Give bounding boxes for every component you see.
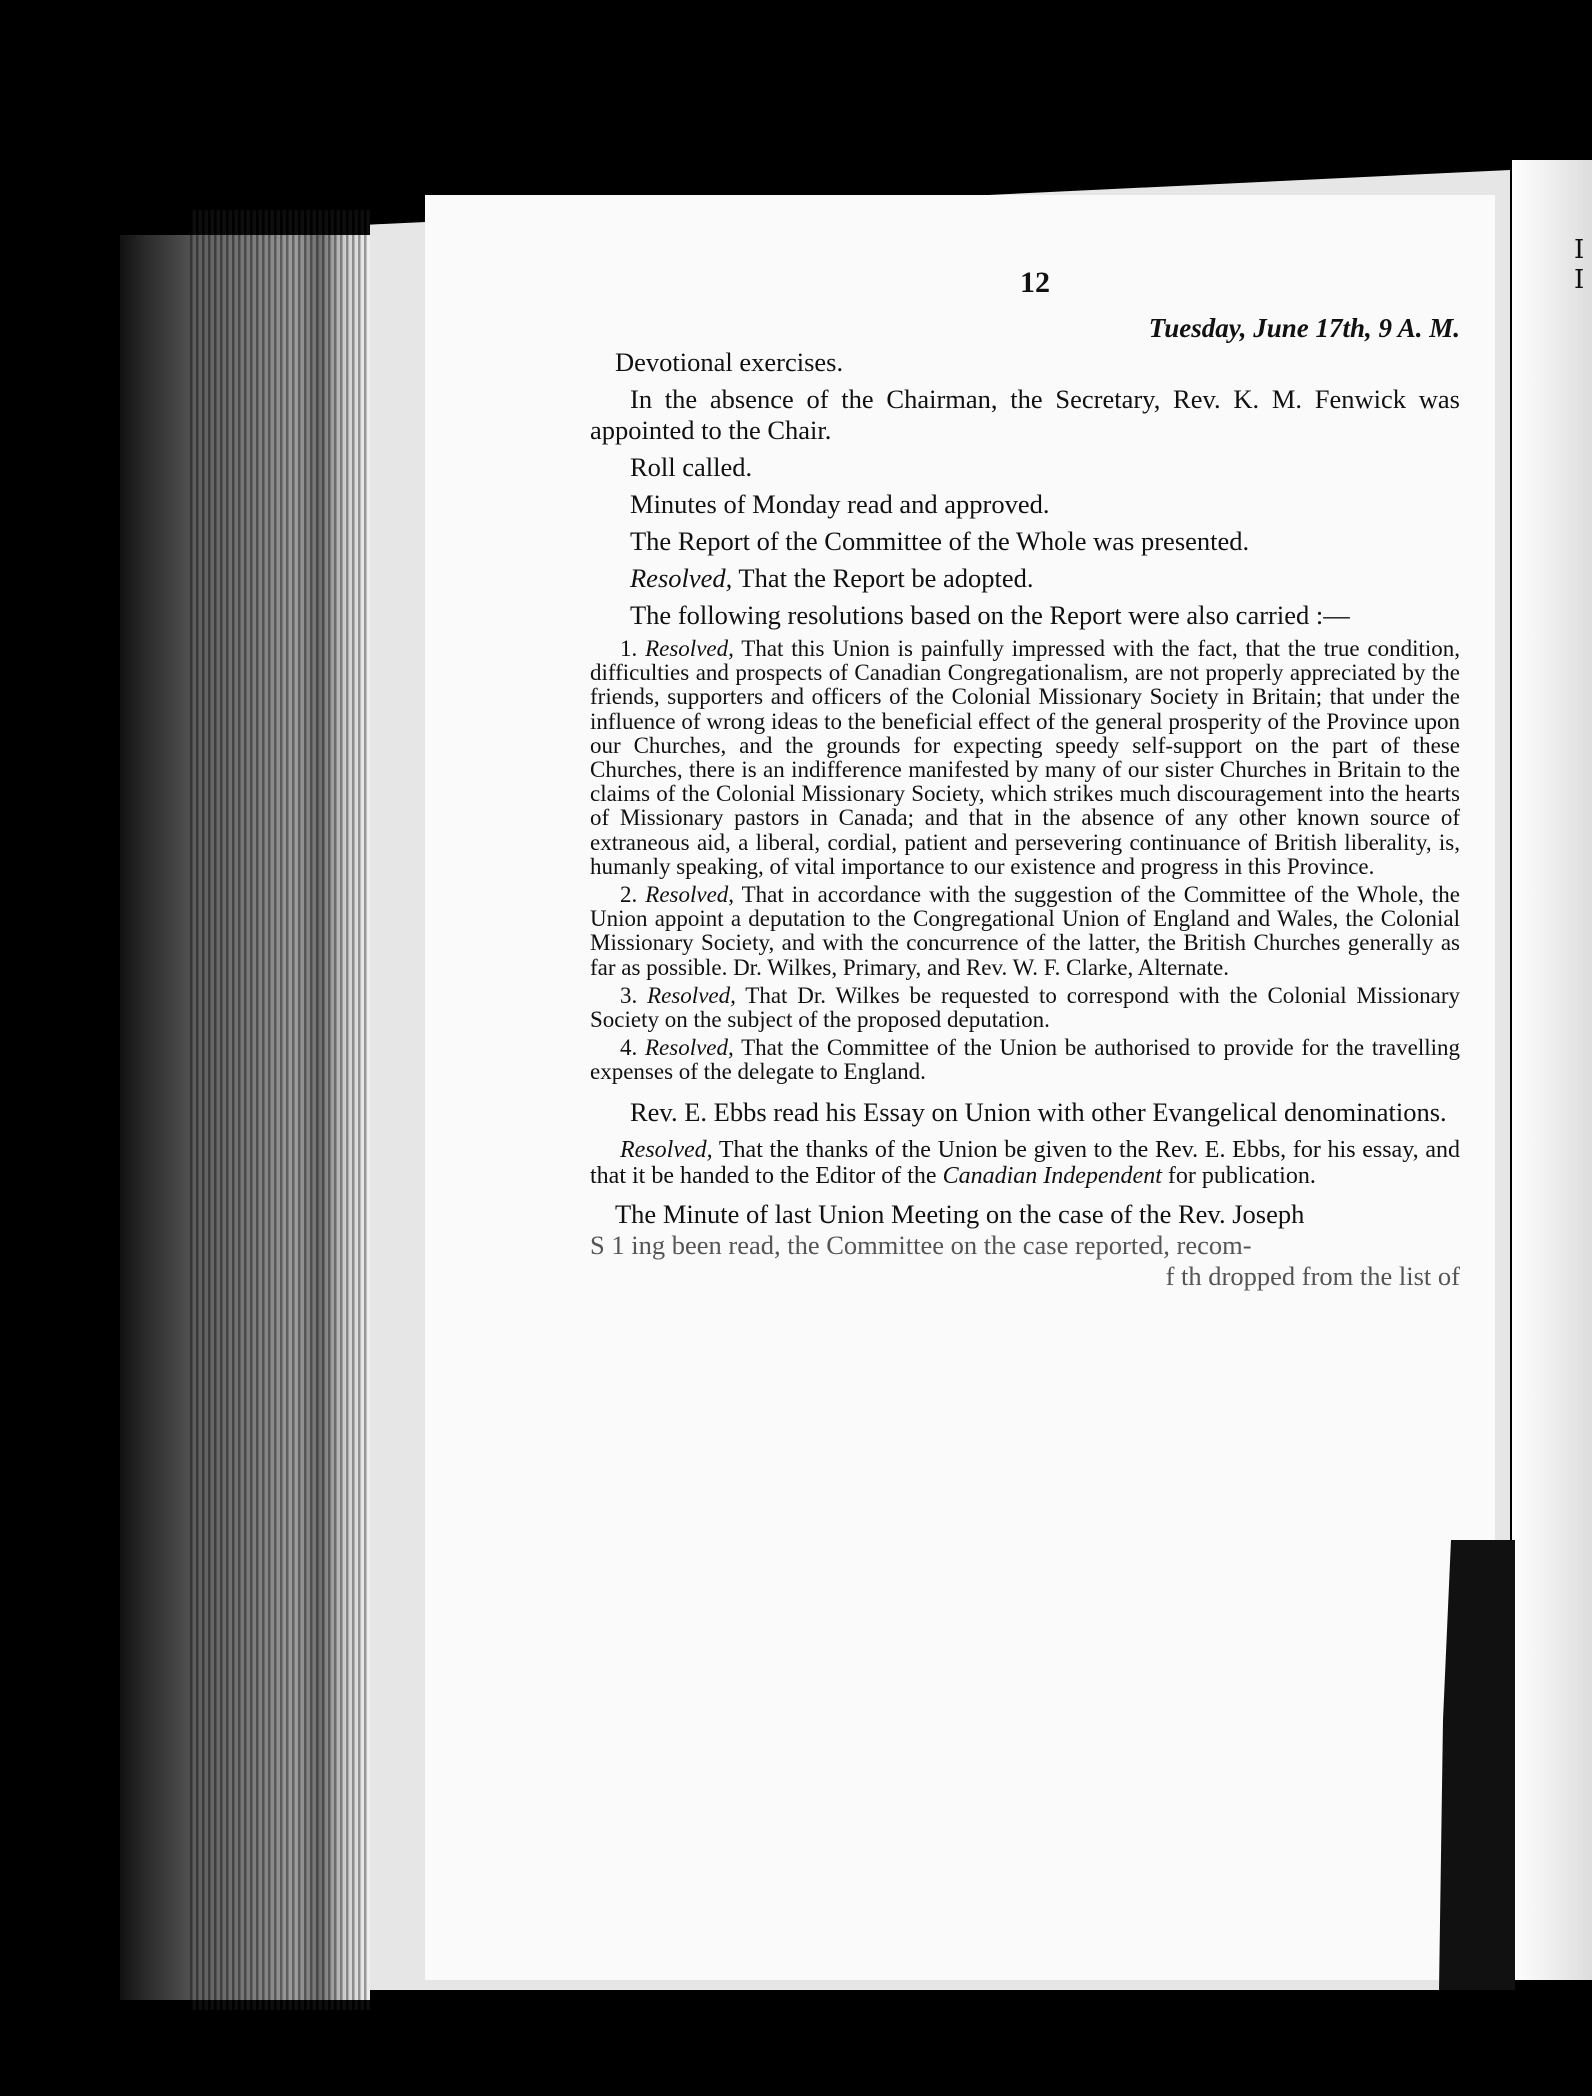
resolution: [590, 883, 1460, 980]
torn-line: f th dropped from the list of: [1165, 1260, 1460, 1291]
resolved-label: Resolved,: [630, 563, 733, 593]
resolution-text: That this Union is painfully impressed with the fact, that the true condition, difficulties and prospects of Canadian Congregationalism, are not properly appreciated by the friends, supporters and officers of the Colonial Missionary Society in Britain; that under the influence of wrong ideas to the beneficial effect of the general prosperity of the Province upon our Churches, and the grounds for expecting speedy self-support on the part of these Churches, there is an indifference manifested by many of our sister Churches in Britain to the claims of the Colonial Missionary Society, which strikes much discouragement into the hearts of Missionary pastors in Canada; and that in the absence of any other known source of extraneous aid, a liberal, cordial, patient and persevering continuance of British liberality, is, humanly speaking, of vital importance to our existence and progress in this Province.: [590, 636, 1461, 879]
resolved-label: Resolved,: [645, 882, 735, 908]
resolution-text: That Dr. Wilkes be requested to correspond with the Colonial Missionary Society on the subject of the proposed deputation.: [590, 982, 1460, 1033]
paragraph: Minutes of Monday read and approved.: [630, 489, 1050, 519]
resolution-number: 3.: [620, 982, 648, 1008]
page-text: [590, 266, 1461, 1292]
session-heading: Tuesday, June 17th, 9 A. M.: [1148, 312, 1460, 343]
resolved-label: Resolved,: [645, 1035, 734, 1061]
paragraph: [590, 1137, 1460, 1189]
resolution-text: That the Committee of the Union be authorised to provide for the travelling expenses of the delegate to England.: [590, 1035, 1461, 1085]
publication-title: Canadian Independent: [942, 1162, 1162, 1189]
resolved-label: Resolved,: [647, 982, 736, 1008]
resolution: [590, 1036, 1460, 1084]
paragraph-text: for publication.: [1161, 1162, 1316, 1189]
resolution: [590, 637, 1460, 879]
resolution-number: 2.: [620, 882, 646, 908]
paragraph-text: That the thanks of the Union be given to the Rev. E. Ebbs, for his essay, and that it be handed to the Editor of the: [590, 1136, 1460, 1189]
paragraph: The following resolutions based on the Report were also carried :—: [630, 600, 1350, 630]
resolved-label: Resolved,: [645, 636, 734, 661]
paragraph: The Minute of last Union Meeting on the case of the Rev. Joseph: [615, 1198, 1305, 1229]
resolution-text: That in accordance with the suggestion of the Committee of the Whole, the Union appoint a deputation to the Congregational Union of England and Wales, the Colonial Missionary Society, and with the concurrence of the latter, the British Churches generally as far as possible. Dr. Wilkes, Primary, and Rev. W. F. Clarke, Alternate.: [590, 882, 1460, 980]
margin-mark: I: [1574, 265, 1585, 295]
page-number: 12: [1020, 266, 1050, 299]
torn-line: S 1 ing been read, the Committee on the case reported, recom-: [590, 1229, 1252, 1260]
paragraph: Roll called.: [630, 452, 753, 482]
resolution-number: 1.: [620, 636, 646, 661]
resolved-label: Resolved,: [620, 1136, 713, 1163]
paragraph-text: That the Report be adopted.: [732, 563, 1034, 593]
paragraph: In the absence of the Chairman, the Secretary, Rev. K. M. Fenwick was appointed to the Chair.: [590, 384, 1460, 445]
paragraph: Rev. E. Ebbs read his Essay on Union with other Evangelical denominations.: [630, 1096, 1447, 1127]
resolution-number: 4.: [620, 1035, 645, 1061]
paragraph: The Report of the Committee of the Whole was presented.: [630, 526, 1250, 556]
paragraph: [590, 563, 1460, 594]
adjacent-page-sliver: [1512, 160, 1592, 1980]
margin-mark: I: [1574, 235, 1585, 265]
page-edges: [190, 210, 370, 2010]
resolution: [590, 984, 1460, 1032]
paragraph: Devotional exercises.: [615, 347, 844, 377]
